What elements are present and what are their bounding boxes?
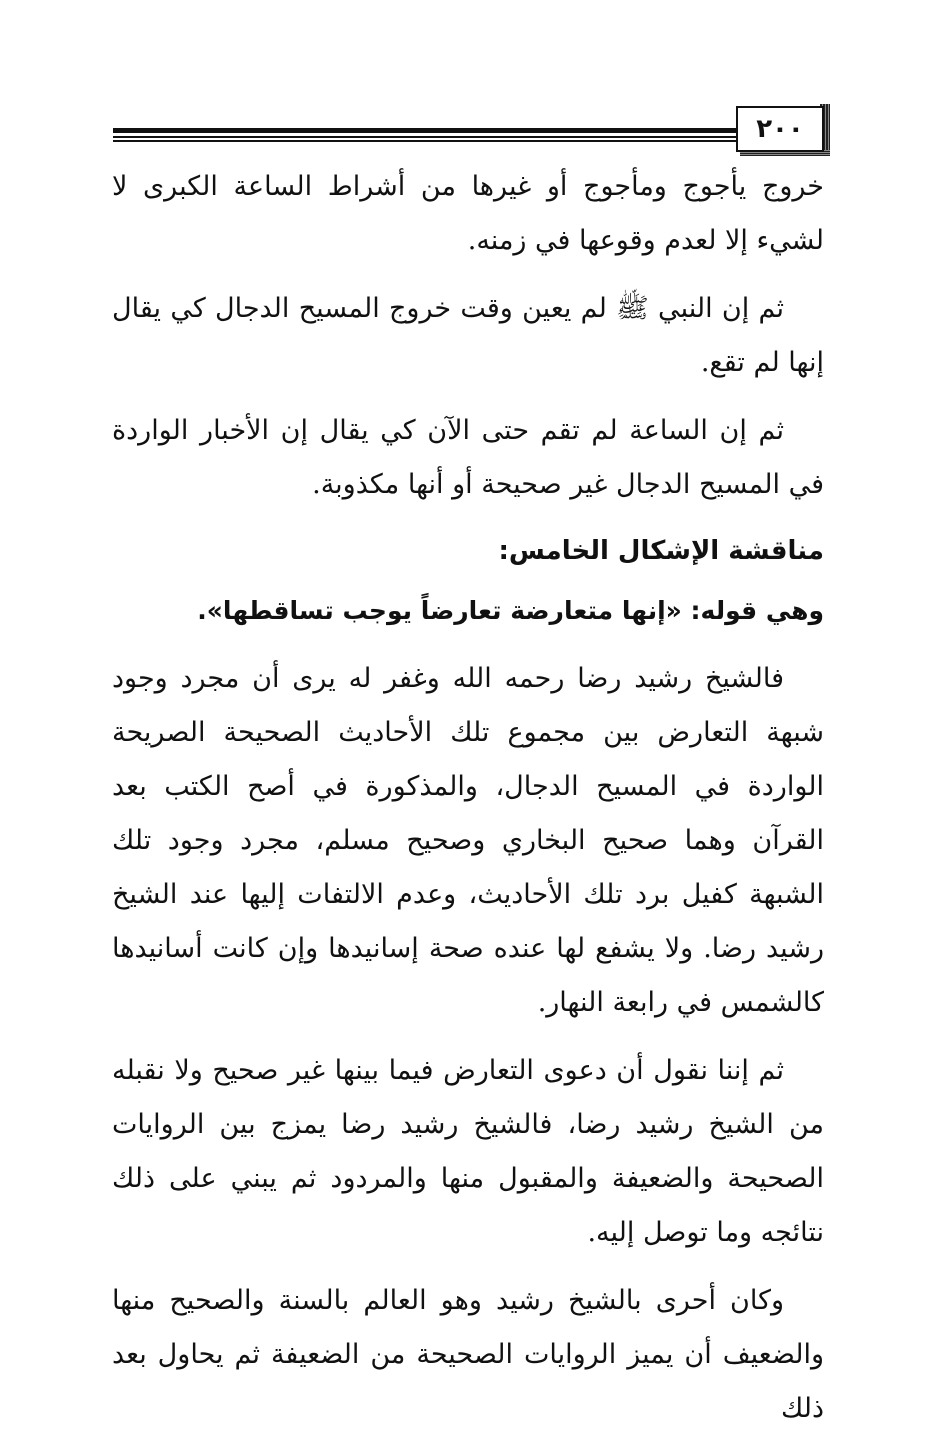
paragraph: وكان أحرى بالشيخ رشيد وهو العالم بالسنة والصحيح منها والضعيف أن يميز الروايات الصحيحة من الضعيفة ثم يحاول بعد ذلك (112, 1285, 824, 1424)
page-number: ٢٠٠ (736, 106, 824, 152)
paragraph: ثم إننا نقول أن دعوى التعارض فيما بينها غير صحيح ولا نقبله من الشيخ رشيد رضا، فالشيخ رشيد رضا يمزج بين الروايات الصحيحة والضعيفة والمقبول منها والمردود ثم يبني على ذلك نتائجه وما توصل إليه. (112, 1055, 824, 1248)
header-rule-thick (113, 128, 738, 133)
section-heading: مناقشة الإشكال الخامس: (498, 536, 824, 566)
quoted-statement: وهي قوله: «إنها متعارضة تعارضاً يوجب تساقطها». (197, 596, 824, 625)
paragraph: فالشيخ رشيد رضا رحمه الله وغفر له يرى أن مجرد وجود شبهة التعارض بين مجموع تلك الأحاديث الصحيحة الصريحة الواردة في المسيح الدجال، والمذكورة في أصح الكتب بعد القرآن وهما صحيح البخاري وصحيح مسلم، مجرد وجود تلك الشبهة كفيل برد تلك الأحاديث، وعدم الالتفات إليها عند الشيخ رشيد رضا. ولا يشفع لها عنده صحة إسانيدها وإن كانت أسانيدها كالشمس في رابعة النهار. (112, 663, 824, 1018)
paragraph: ثم إن الساعة لم تقم حتى الآن كي يقال إن الأخبار الواردة في المسيح الدجال غير صحيحة أو أنها مكذوبة. (112, 415, 824, 500)
paragraph: خروج يأجوج ومأجوج أو غيرها من أشراط الساعة الكبرى لا لشيء إلا لعدم وقوعها في زمنه. (112, 171, 824, 256)
header-rule (113, 128, 738, 144)
header-rule-thin (113, 136, 738, 138)
header-rule-thin (113, 140, 738, 142)
paragraph: ثم إن النبي ﷺ لم يعين وقت خروج المسيح الدجال كي يقال إنها لم تقع. (112, 293, 824, 378)
body-text (112, 160, 824, 1450)
